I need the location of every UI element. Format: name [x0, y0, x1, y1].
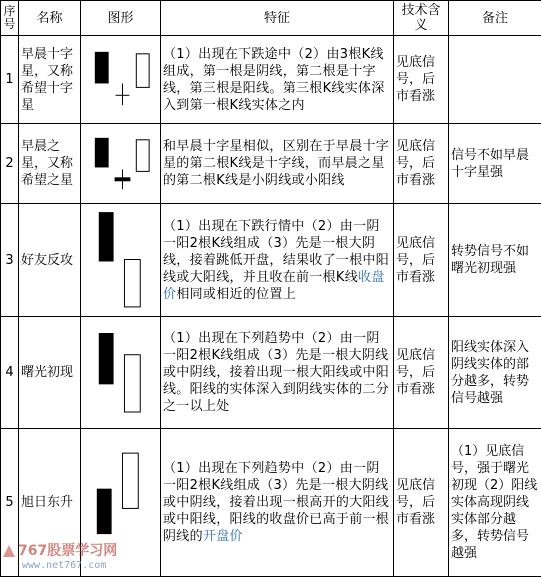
pattern-figure: [81, 204, 161, 317]
pattern-figure: [81, 317, 161, 429]
pattern-name: 好友反攻: [19, 204, 81, 317]
pattern-remarks: （1）见底信号，强于曙光初现（2）阳线实体高现阴线实体部分越多，转势信号越强: [449, 429, 541, 577]
piercing-line-figure: [81, 317, 160, 428]
bearish-candle: [97, 489, 112, 534]
pattern-features: [161, 429, 394, 577]
pattern-name: 曙光初现: [19, 317, 81, 429]
pattern-features: 和早晨十字星相似，区别在于早晨十字星的第二根K线是十字线，而早晨之星的第二根K线是小阴线或小阳线: [161, 124, 394, 204]
header-name: 名称: [19, 1, 81, 36]
features-text-tail: 相同或相近的位置上: [176, 287, 296, 302]
row-index: 4: [1, 317, 19, 429]
watermark-url: www.net767.com: [22, 560, 106, 571]
row-index: 3: [1, 204, 19, 317]
bearish-candle: [95, 138, 109, 168]
pattern-figure: [81, 124, 161, 204]
header-row: [1, 1, 541, 36]
row-index: 1: [1, 36, 19, 124]
header-remarks: 备注: [449, 1, 541, 36]
pattern-remarks: 信号不如早晨十字星强: [449, 124, 541, 204]
bullish-candle: [124, 355, 140, 412]
opening-price-link[interactable]: 开盘价: [203, 529, 243, 544]
small-candle-body: [115, 177, 131, 181]
bearish-candle: [95, 52, 109, 84]
counterattack-figure: [81, 204, 160, 316]
bullish-candle: [136, 140, 149, 172]
watermark-logo-icon: [2, 544, 16, 558]
pattern-meaning: 见底信号，后市看涨: [394, 429, 449, 577]
table-row: [1, 124, 541, 204]
header-features: 特征: [161, 1, 394, 36]
pattern-name: 旭日东升: [19, 429, 81, 577]
header-index: 序号: [1, 1, 19, 36]
pattern-meaning: 见底信号，后市看涨: [394, 204, 449, 317]
bullish-candle: [122, 453, 138, 508]
pattern-features: [161, 204, 394, 317]
pattern-meaning: 见底信号，后市看涨: [394, 36, 449, 124]
header-meaning: 技术含义: [394, 1, 449, 36]
row-index: 5: [1, 429, 19, 577]
morning-star-figure: [81, 124, 160, 203]
bullish-candle: [124, 260, 140, 307]
pattern-remarks: 转势信号不如曙光初现强: [449, 204, 541, 317]
pattern-remarks: 阳线实体深入阴线实体的部分越多，转势信号越强: [449, 317, 541, 429]
pattern-figure: [81, 36, 161, 124]
bearish-candle: [99, 212, 114, 261]
pattern-meaning: 见底信号，后市看涨: [394, 124, 449, 204]
features-text: （1）出现在下列趋势中（2）由一阴一阳2根K线组成（3）先是一根大阴线或中阴线，接着出现一根高开的大阳线或中阳线，阳线的收盘价已高于前一根阴线的: [163, 461, 389, 544]
table-row: [1, 36, 541, 124]
bearish-candle: [99, 333, 114, 384]
pattern-meaning: 见底信号，后市看涨: [394, 317, 449, 429]
morning-doji-star-figure: [81, 36, 160, 123]
pattern-name: 早晨之星，又称希望之星: [19, 124, 81, 204]
bullish-candle: [136, 54, 149, 88]
header-figure: 图形: [81, 1, 161, 36]
row-index: 2: [1, 124, 19, 204]
pattern-features: （1）出现在下列趋势中（2）由一阴一阳2根K线组成（3）先是一根大阴线或中阴线，接着出现一根大阳线或中阳线。阳线的实体深入到阴线实体的二分之一以上处: [161, 317, 394, 429]
watermark-brand: 767股票学习网: [18, 540, 117, 560]
closing-price-link[interactable]: 收盘价: [163, 270, 385, 302]
pattern-remarks: [449, 36, 541, 124]
pattern-features: （1）出现在下跌途中（2）由3根K线组成，第一根是阴线，第二根是十字线，第三根是阳线。第三根K线实体深入到第一根K线实体之内: [161, 36, 394, 124]
table-row: [1, 204, 541, 317]
table-row: [1, 317, 541, 429]
pattern-name: 早晨十字星，又称希望十字星: [19, 36, 81, 124]
features-text: （1）出现在下跌行情中（2）由一阴一阳2根K线组成（3）先是一根大阴线，接着跳低开盘，结果收了一根中阳线或大阳线，并且收在前一根K线: [163, 219, 389, 285]
